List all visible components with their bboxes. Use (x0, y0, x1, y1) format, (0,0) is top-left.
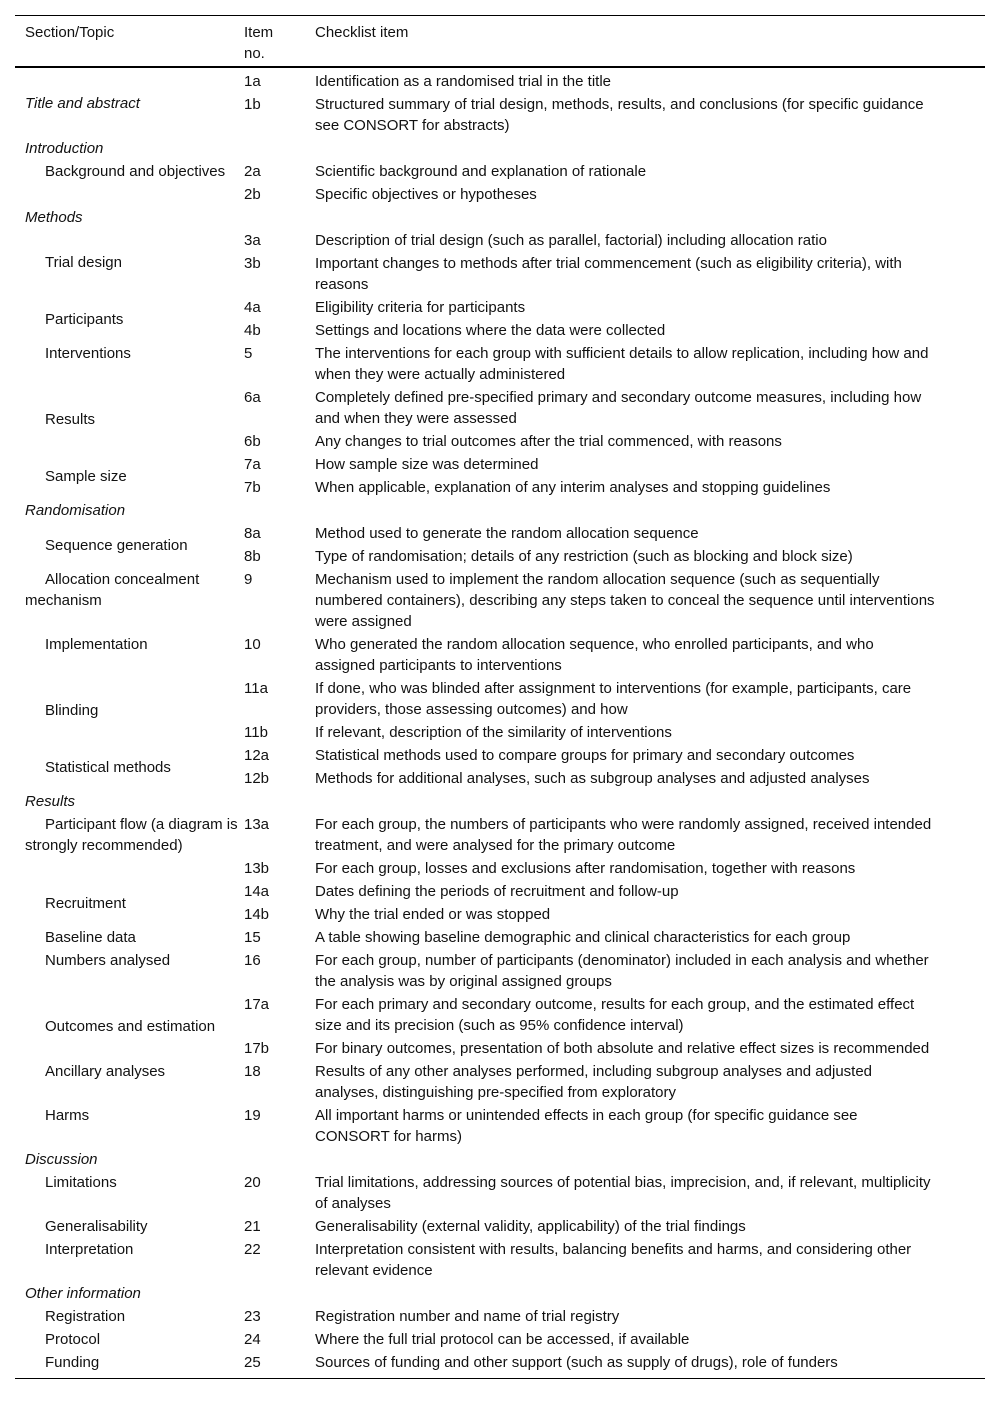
item-number: 9 (244, 571, 253, 588)
topic-group (15, 342, 985, 386)
topic-label: Baseline data (45, 929, 136, 946)
header-checklist-item: Checklist item (315, 24, 409, 41)
checklist-text: For each group, losses and exclusions after randomisation, together with reasons (315, 860, 856, 877)
topic-cell (15, 926, 244, 949)
item-number: 22 (244, 1241, 261, 1258)
checklist-text: Description of trial design (such as parallel, factorial) including allocation ratio (315, 232, 827, 249)
topic-label: Interpretation (45, 1241, 134, 1258)
topic-cell (15, 880, 244, 926)
item-number: 3a (244, 232, 261, 249)
topic-label: Blinding (45, 702, 99, 719)
topic-cell (15, 342, 244, 386)
item-list (244, 926, 955, 949)
item-list (244, 70, 955, 137)
table-row (244, 319, 955, 342)
checklist-text: Structured summary of trial design, methods, results, and conclusions (for specific guidance see CONSORT for abstracts) (315, 96, 924, 134)
item-list (244, 1060, 955, 1104)
checklist-text: Who generated the random allocation sequence, who enrolled participants, and who assigned participants to interventions (315, 636, 874, 674)
topic-cell (15, 744, 244, 790)
item-number: 1a (244, 73, 261, 90)
topic-cell (15, 70, 244, 137)
table-body (15, 68, 985, 1379)
checklist-text: If done, who was blinded after assignment to interventions (for example, participants, care providers, those assessing outcomes) and how (315, 680, 912, 718)
item-list (244, 949, 955, 993)
checklist-text: Methods for additional analyses, such as subgroup analyses and adjusted analyses (315, 770, 870, 787)
section-heading: Methods (25, 209, 83, 226)
item-number: 18 (244, 1063, 261, 1080)
table-row (244, 1171, 955, 1215)
item-number: 3b (244, 255, 261, 272)
table-row (244, 1037, 955, 1060)
item-number: 8a (244, 525, 261, 542)
table-row (244, 93, 955, 137)
topic-group (15, 1238, 985, 1282)
topic-label: Participant flow (a diagram is strongly recommended) (25, 816, 238, 854)
item-list (244, 1238, 955, 1282)
item-number: 17b (244, 1040, 270, 1057)
header-item-no: Item no. (244, 24, 274, 62)
checklist-text: Mechanism used to implement the random allocation sequence (such as sequentially numbered containers), describing any steps taken to conceal the sequence until interventions were assigned (315, 571, 935, 630)
topic-label: Statistical methods (45, 758, 171, 776)
table-row (244, 430, 955, 453)
topic-label: Recruitment (45, 894, 126, 912)
item-number: 17a (244, 996, 270, 1013)
table-row (244, 1351, 955, 1374)
checklist-text: Settings and locations where the data were collected (315, 322, 666, 339)
checklist-text: Any changes to trial outcomes after the trial commenced, with reasons (315, 433, 782, 450)
topic-label: Outcomes and estimation (45, 1018, 216, 1035)
topic-group (15, 633, 985, 677)
topic-label: Title and abstract (25, 95, 140, 112)
checklist-text: For each group, the numbers of participants who were randomly assigned, received intended treatment, and were analysed for the primary outcome (315, 816, 932, 854)
table-row (244, 744, 955, 767)
topic-group (15, 993, 985, 1060)
table-row (244, 160, 955, 183)
item-list (244, 744, 955, 790)
item-list (244, 880, 955, 926)
topic-group (15, 229, 985, 296)
table-row (244, 342, 955, 386)
table-row (244, 1328, 955, 1351)
item-number: 7a (244, 456, 261, 473)
table-row (244, 1305, 955, 1328)
topic-group (15, 522, 985, 568)
table-row (244, 1060, 955, 1104)
item-number: 11a (244, 680, 268, 697)
item-list (244, 568, 955, 633)
table-row (244, 857, 955, 880)
topic-group (15, 1104, 985, 1148)
topic-group (15, 677, 985, 744)
checklist-text: When applicable, explanation of any interim analyses and stopping guidelines (315, 479, 831, 496)
item-list (244, 522, 955, 568)
topic-label: Participants (45, 310, 124, 328)
checklist-text: Dates defining the periods of recruitment and follow-up (315, 883, 679, 900)
item-list (244, 1328, 955, 1351)
item-number: 6a (244, 389, 261, 406)
topic-group (15, 70, 985, 137)
item-number: 20 (244, 1174, 261, 1191)
topic-cell (15, 1104, 244, 1148)
item-number: 6b (244, 433, 261, 450)
checklist-text: For binary outcomes, presentation of both absolute and relative effect sizes is recommended (315, 1040, 930, 1057)
topic-cell (15, 677, 244, 744)
topic-group (15, 880, 985, 926)
checklist-text: For each group, number of participants (denominator) included in each analysis and whether the analysis was by original assigned groups (315, 952, 929, 990)
item-list (244, 1215, 955, 1238)
checklist-text: Type of randomisation; details of any restriction (such as blocking and block size) (315, 548, 853, 565)
table-row (244, 993, 955, 1037)
header-section-topic: Section/Topic (25, 24, 115, 41)
topic-cell (15, 160, 244, 206)
item-number: 12b (244, 770, 270, 787)
topic-label: Sequence generation (45, 536, 188, 554)
topic-group (15, 1171, 985, 1215)
checklist-text: Why the trial ended or was stopped (315, 906, 551, 923)
topic-label: Registration (45, 1308, 126, 1325)
checklist-text: Sources of funding and other support (such as supply of drugs), role of funders (315, 1354, 838, 1371)
topic-group (15, 1305, 985, 1328)
checklist-text: Completely defined pre-specified primary and secondary outcome measures, including how and when they were assessed (315, 389, 922, 427)
topic-label: Ancillary analyses (45, 1063, 166, 1080)
topic-cell (15, 1215, 244, 1238)
topic-cell (15, 568, 244, 633)
checklist-text: Generalisability (external validity, applicability) of the trial findings (315, 1218, 746, 1235)
item-number: 23 (244, 1308, 261, 1325)
item-number: 14b (244, 906, 270, 923)
topic-group (15, 453, 985, 499)
table-row (244, 880, 955, 903)
item-number: 16 (244, 952, 261, 969)
item-list (244, 633, 955, 677)
topic-group (15, 1328, 985, 1351)
checklist-text: Where the full trial protocol can be accessed, if available (315, 1331, 690, 1348)
topic-label: Allocation concealment mechanism (25, 571, 200, 609)
checklist-text: Results of any other analyses performed, including subgroup analyses and adjusted analyses, distinguishing pre-specified from exploratory (315, 1063, 873, 1101)
table-row (244, 813, 955, 857)
topic-group (15, 568, 985, 633)
topic-cell (15, 993, 244, 1060)
topic-label: Implementation (45, 636, 148, 653)
topic-cell (15, 1328, 244, 1351)
table-row (244, 183, 955, 206)
topic-cell (15, 522, 244, 568)
section-heading: Results (25, 793, 76, 810)
item-list (244, 160, 955, 206)
item-list (244, 1104, 955, 1148)
table-row (244, 1238, 955, 1282)
table-row (244, 721, 955, 744)
item-list (244, 1171, 955, 1215)
checklist-text: All important harms or unintended effects in each group (for specific guidance see CONSORT for harms) (315, 1107, 858, 1145)
table-row (244, 453, 955, 476)
table-row (244, 903, 955, 926)
topic-group (15, 813, 985, 880)
checklist-text: Method used to generate the random allocation sequence (315, 525, 699, 542)
item-number: 24 (244, 1331, 261, 1348)
table-row (244, 545, 955, 568)
checklist-text: Identification as a randomised trial in the title (315, 73, 611, 90)
checklist-text: Statistical methods used to compare groups for primary and secondary outcomes (315, 747, 855, 764)
item-number: 2b (244, 186, 261, 203)
topic-label: Sample size (45, 467, 127, 485)
table-row (244, 767, 955, 790)
checklist-text: How sample size was determined (315, 456, 539, 473)
topic-cell (15, 813, 244, 880)
consort-checklist-table (15, 15, 985, 1379)
topic-label: Protocol (45, 1331, 101, 1348)
item-list (244, 229, 955, 296)
topic-cell (15, 1351, 244, 1374)
checklist-text: Important changes to methods after trial commencement (such as eligibility criteria), with reasons (315, 255, 902, 293)
item-list (244, 677, 955, 744)
checklist-text: Scientific background and explanation of rationale (315, 163, 647, 180)
item-list (244, 1305, 955, 1328)
checklist-text: If relevant, description of the similarity of interventions (315, 724, 672, 741)
item-number: 10 (244, 636, 261, 653)
topic-label: Results (45, 411, 96, 428)
section-heading: Discussion (25, 1151, 98, 1168)
checklist-text: Trial limitations, addressing sources of potential bias, imprecision, and, if relevant, multiplicity of analyses (315, 1174, 931, 1212)
item-number: 21 (244, 1218, 261, 1235)
item-list (244, 813, 955, 880)
topic-group (15, 1060, 985, 1104)
item-list (244, 342, 955, 386)
table-row (244, 252, 955, 296)
topic-group (15, 949, 985, 993)
topic-label: Harms (45, 1107, 90, 1124)
item-number: 25 (244, 1354, 261, 1371)
item-number: 5 (244, 345, 253, 362)
item-list (244, 386, 955, 453)
topic-cell (15, 1171, 244, 1215)
topic-label: Trial design (45, 254, 122, 271)
table-row (244, 949, 955, 993)
item-list (244, 296, 955, 342)
topic-label: Funding (45, 1354, 100, 1371)
topic-group (15, 160, 985, 206)
table-row (244, 229, 955, 252)
topic-cell (15, 1238, 244, 1282)
table-row (244, 70, 955, 93)
section-heading: Introduction (25, 140, 104, 157)
item-number: 19 (244, 1107, 261, 1124)
item-number: 2a (244, 163, 261, 180)
item-number: 13b (244, 860, 270, 877)
checklist-text: For each primary and secondary outcome, results for each group, and the estimated effect size and its precision (such as 95% confidence interval) (315, 996, 915, 1034)
table-row (244, 386, 955, 430)
topic-cell (15, 386, 244, 453)
table-row (244, 633, 955, 677)
item-number: 8b (244, 548, 261, 565)
topic-cell (15, 453, 244, 499)
item-number: 4a (244, 299, 261, 316)
item-list (244, 1351, 955, 1374)
item-number: 12a (244, 747, 270, 764)
item-number: 15 (244, 929, 261, 946)
topic-group (15, 1215, 985, 1238)
table-row (244, 926, 955, 949)
topic-group (15, 1351, 985, 1374)
item-number: 14a (244, 883, 270, 900)
topic-cell (15, 229, 244, 296)
item-list (244, 453, 955, 499)
checklist-text: Eligibility criteria for participants (315, 299, 526, 316)
topic-group (15, 744, 985, 790)
topic-label: Numbers analysed (45, 952, 171, 969)
table-header (15, 16, 985, 68)
item-number: 4b (244, 322, 261, 339)
item-number: 11b (244, 724, 268, 741)
item-number: 13a (244, 816, 270, 833)
item-number: 7b (244, 479, 261, 496)
table-row (244, 568, 955, 633)
topic-cell (15, 633, 244, 677)
checklist-text: The interventions for each group with sufficient details to allow replication, including how and when they were actually administered (315, 345, 929, 383)
table-row (244, 522, 955, 545)
topic-label: Interventions (45, 345, 131, 362)
topic-label: Background and objectives (45, 163, 226, 180)
checklist-text: Specific objectives or hypotheses (315, 186, 537, 203)
checklist-text: Registration number and name of trial registry (315, 1308, 620, 1325)
topic-group (15, 386, 985, 453)
table-row (244, 677, 955, 721)
topic-label: Generalisability (45, 1218, 148, 1235)
topic-cell (15, 949, 244, 993)
topic-cell (15, 1305, 244, 1328)
checklist-text: A table showing baseline demographic and clinical characteristics for each group (315, 929, 851, 946)
table-row (244, 476, 955, 499)
table-row (244, 296, 955, 319)
section-heading: Randomisation (25, 502, 126, 519)
topic-cell (15, 296, 244, 342)
topic-cell (15, 1060, 244, 1104)
table-row (244, 1104, 955, 1148)
item-list (244, 993, 955, 1060)
topic-label: Limitations (45, 1174, 117, 1191)
topic-group (15, 296, 985, 342)
table-row (244, 1215, 955, 1238)
checklist-text: Interpretation consistent with results, balancing benefits and harms, and considering other relevant evidence (315, 1241, 912, 1279)
item-number: 1b (244, 96, 261, 113)
section-heading: Other information (25, 1285, 141, 1302)
topic-group (15, 926, 985, 949)
